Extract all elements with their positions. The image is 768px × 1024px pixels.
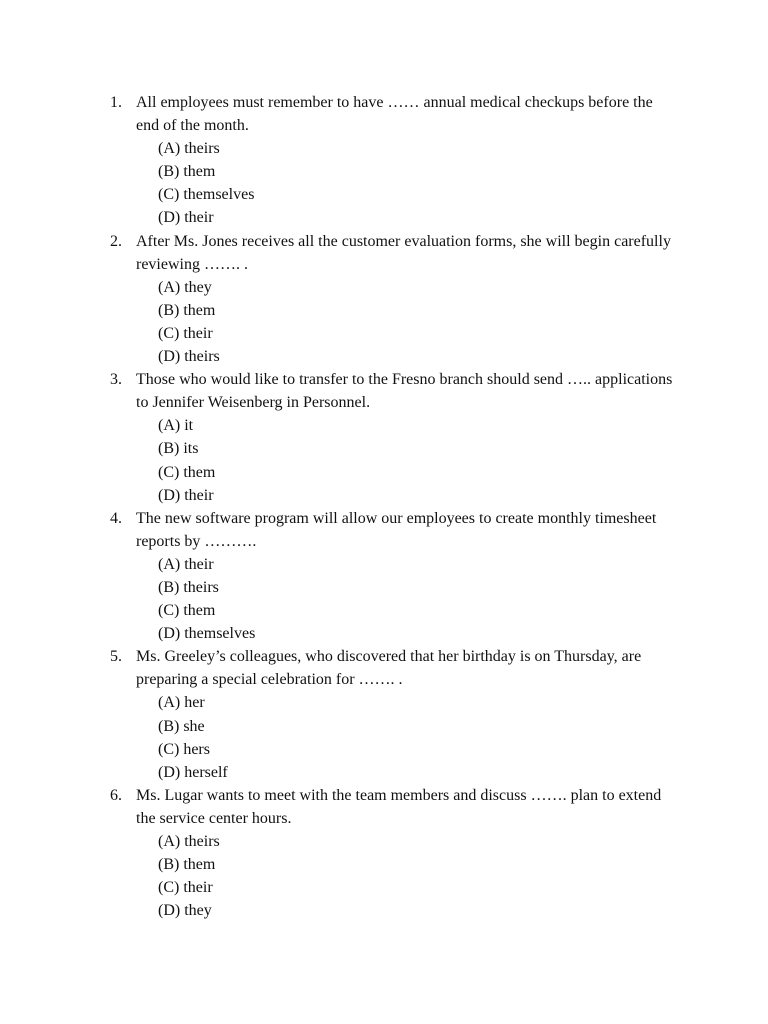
question-text: The new software program will allow our employees to create monthly timesheet reports by ………. (136, 509, 657, 550)
question-text: Ms. Lugar wants to meet with the team members and discuss ……. plan to extend the service center hours. (136, 786, 662, 827)
answer-options (0, 276, 768, 368)
option-c: (C) their (158, 324, 213, 342)
option-a: (A) theirs (158, 140, 220, 158)
question-4 (0, 507, 768, 646)
question-text: After Ms. Jones receives all the customer evaluation forms, she will begin carefully reviewing ……. . (136, 232, 671, 273)
worksheet (0, 91, 768, 922)
answer-options (0, 691, 768, 783)
question-3 (0, 368, 768, 507)
option-b: (B) she (158, 717, 205, 735)
option-d: (D) their (158, 486, 214, 504)
question-2 (0, 230, 768, 369)
option-d: (D) themselves (158, 625, 256, 643)
option-a: (A) it (158, 417, 194, 435)
question-1 (0, 91, 768, 230)
question-number: 6. (110, 786, 122, 804)
question-stem (0, 368, 676, 414)
option-d: (D) herself (158, 763, 228, 781)
option-b: (B) theirs (158, 578, 219, 596)
question-number: 3. (110, 371, 122, 389)
question-stem (0, 507, 676, 553)
question-number: 2. (110, 232, 122, 250)
option-a: (A) their (158, 555, 214, 573)
option-d: (D) their (158, 209, 214, 227)
question-stem (0, 784, 676, 830)
question-text: Ms. Greeley’s colleagues, who discovered that her birthday is on Thursday, are preparing a special celebration for ……. . (136, 648, 642, 689)
question-stem (0, 91, 676, 137)
option-a: (A) her (158, 694, 205, 712)
option-b: (B) them (158, 856, 216, 874)
answer-options (0, 137, 768, 229)
question-6 (0, 784, 768, 923)
question-stem (0, 645, 676, 691)
option-c: (C) their (158, 879, 213, 897)
question-number: 1. (110, 94, 122, 111)
answer-options (0, 553, 768, 645)
question-number: 4. (110, 509, 122, 527)
option-c: (C) them (158, 463, 216, 481)
option-c: (C) hers (158, 740, 210, 758)
question-5 (0, 645, 768, 784)
option-b: (B) them (158, 301, 216, 319)
option-d: (D) theirs (158, 348, 220, 366)
option-d: (D) they (158, 902, 212, 920)
answer-options (0, 830, 768, 922)
option-a: (A) they (158, 278, 212, 296)
answer-options (0, 414, 768, 506)
question-text: Those who would like to transfer to the Fresno branch should send ….. applications to Jennifer Weisenberg in Personnel. (136, 371, 673, 412)
option-c: (C) themselves (158, 186, 255, 204)
option-a: (A) theirs (158, 833, 220, 850)
option-b: (B) them (158, 163, 216, 181)
option-c: (C) them (158, 602, 216, 620)
option-b: (B) its (158, 440, 199, 458)
question-text: All employees must remember to have …… annual medical checkups before the end of the month. (136, 94, 653, 135)
question-number: 5. (110, 648, 122, 666)
question-stem (0, 230, 676, 276)
